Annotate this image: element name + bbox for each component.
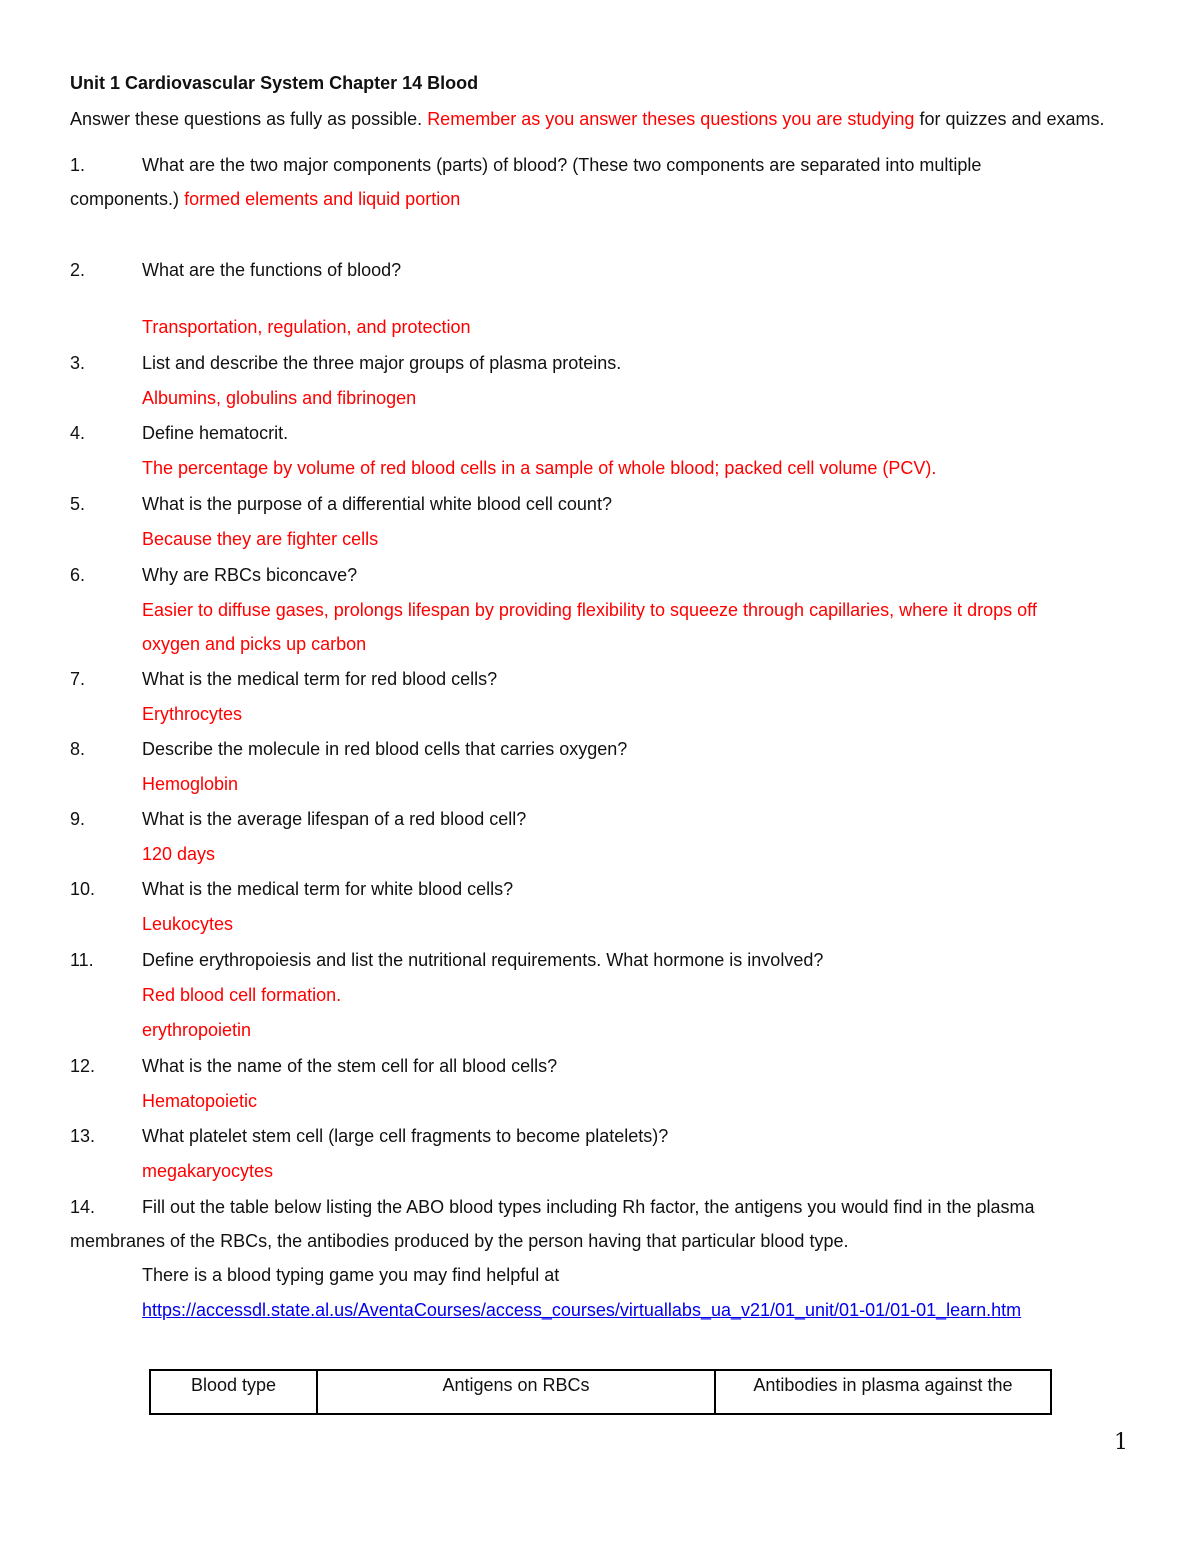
question-text: Define erythropoiesis and list the nutritional requirements. What hormone is involved?	[142, 950, 824, 970]
instructions-text: Answer these questions as fully as possible.	[70, 109, 428, 129]
question-text: What is the medical term for red blood cells?	[142, 669, 498, 689]
answer-text: The percentage by volume of red blood cells in a sample of whole blood; packed cell volume (PCV).	[142, 458, 937, 478]
question-number: 11.	[70, 950, 94, 970]
answer-continuation: oxygen and picks up carbon	[142, 634, 367, 654]
question-number: 7.	[70, 669, 86, 689]
question-cont-text: components.)	[70, 189, 185, 209]
resource-note: There is a blood typing game you may find helpful at	[142, 1265, 560, 1285]
question-number: 13.	[70, 1126, 96, 1146]
instructions-text-end: for quizzes and exams.	[914, 109, 1105, 129]
question-text: What is the average lifespan of a red blood cell?	[142, 809, 527, 829]
question-text: What are the two major components (parts) of blood? (These two components are separated into multiple	[142, 155, 982, 175]
question-number: 5.	[70, 494, 86, 514]
question-text: List and describe the three major groups of plasma proteins.	[142, 353, 622, 373]
instructions-reminder: Remember as you answer theses questions you are studying	[427, 109, 915, 129]
blood-type-table	[149, 1369, 1052, 1415]
question-text: What is the name of the stem cell for all blood cells?	[142, 1056, 558, 1076]
question-text: What are the functions of blood?	[142, 260, 402, 280]
question-continuation	[70, 189, 460, 210]
question-number: 10.	[70, 879, 96, 899]
question-text: Describe the molecule in red blood cells that carries oxygen?	[142, 739, 628, 759]
question-number: 4.	[70, 423, 86, 443]
question-text: Why are RBCs biconcave?	[142, 565, 358, 585]
answer-text: formed elements and liquid portion	[184, 189, 461, 209]
column-header-antibodies: Antibodies in plasma against the	[715, 1370, 1051, 1414]
question-text: What is the purpose of a differential white blood cell count?	[142, 494, 612, 514]
answer-text: 120 days	[142, 844, 216, 864]
question-number: 2.	[70, 260, 86, 280]
question-text: What is the medical term for white blood cells?	[142, 879, 514, 899]
column-header-blood-type: Blood type	[150, 1370, 317, 1414]
answer-text: Hematopoietic	[142, 1091, 258, 1111]
answer-text: megakaryocytes	[142, 1161, 274, 1181]
answer-continuation: erythropoietin	[142, 1020, 252, 1040]
answer-text: Hemoglobin	[142, 774, 239, 794]
page-title: Unit 1 Cardiovascular System Chapter 14 Blood	[70, 73, 479, 93]
answer-text: Leukocytes	[142, 914, 234, 934]
answer-text: Red blood cell formation.	[142, 985, 342, 1005]
question-number: 6.	[70, 565, 86, 585]
answer-text: Because they are fighter cells	[142, 529, 379, 549]
table-header-row	[150, 1370, 1051, 1414]
question-number: 8.	[70, 739, 86, 759]
question-number: 1.	[70, 155, 86, 175]
page-number: 1	[1114, 1430, 1128, 1455]
blood-typing-game-link[interactable]: https://accessdl.state.al.us/AventaCourses/access_courses/virtuallabs_ua_v21/01_unit/01-01/01-01_learn.htm	[142, 1300, 1022, 1320]
instructions	[70, 108, 1140, 130]
answer-text: Transportation, regulation, and protection	[142, 317, 471, 337]
question-text: What platelet stem cell (large cell fragments to become platelets)?	[142, 1126, 669, 1146]
answer-text: Albumins, globulins and fibrinogen	[142, 388, 417, 408]
question-continuation: membranes of the RBCs, the antibodies produced by the person having that particular blood type.	[70, 1231, 849, 1251]
question-text: Fill out the table below listing the ABO blood types including Rh factor, the antigens you would find in the plasma	[142, 1197, 1035, 1217]
answer-text: Erythrocytes	[142, 704, 243, 724]
question-number: 9.	[70, 809, 86, 829]
question-number: 14.	[70, 1197, 96, 1217]
question-number: 12.	[70, 1056, 96, 1076]
question-number: 3.	[70, 353, 86, 373]
column-header-antigens: Antigens on RBCs	[317, 1370, 715, 1414]
question-text: Define hematocrit.	[142, 423, 289, 443]
answer-text: Easier to diffuse gases, prolongs lifespan by providing flexibility to squeeze through capillaries, where it drops off	[142, 600, 1037, 620]
